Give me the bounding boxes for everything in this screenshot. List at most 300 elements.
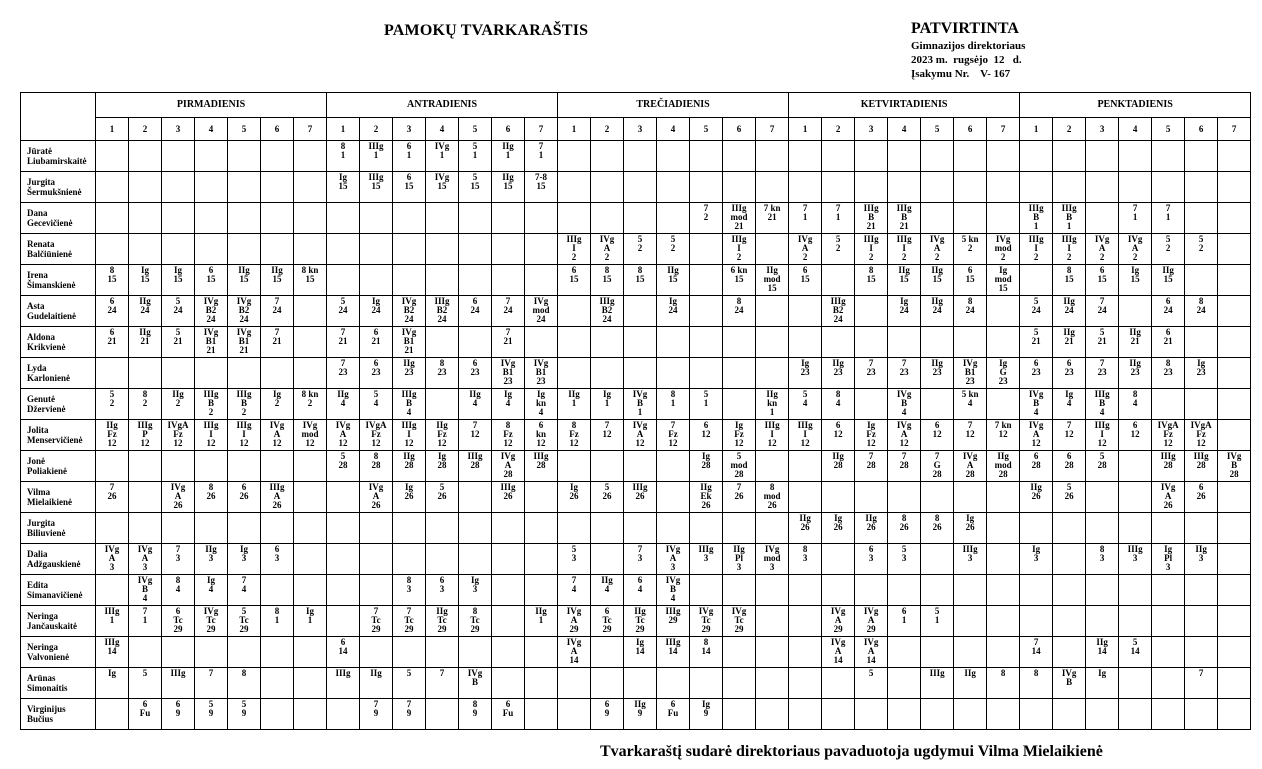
lesson-line: IIIg (1028, 234, 1044, 244)
lesson-number: 3 (162, 118, 195, 141)
day-header-row (21, 93, 1251, 118)
teacher-row (21, 234, 1251, 265)
lesson-cell (228, 141, 261, 172)
lesson-line: 12 (437, 438, 447, 448)
lesson-line: 9 (175, 708, 181, 718)
lesson-line: Ig (702, 699, 711, 709)
lesson-cell (690, 699, 723, 730)
lesson-line: Ig (900, 296, 909, 306)
lesson-cell (690, 327, 723, 358)
lesson-line: Fz (569, 429, 579, 439)
lesson-cell (954, 203, 987, 234)
lesson-number: 1 (789, 118, 822, 141)
lesson-line: 15 (932, 274, 942, 284)
lesson-line: 3 (736, 562, 742, 572)
lesson-cell (525, 420, 558, 451)
approval-block (911, 22, 1025, 81)
lesson-cell (1119, 327, 1152, 358)
lesson-cell (1152, 482, 1185, 513)
lesson-number: 7 (294, 118, 327, 141)
lesson-cell (657, 668, 690, 699)
teacher-name (21, 296, 96, 327)
lesson-line: IIg (832, 358, 844, 368)
lesson-line: IIg (139, 327, 151, 337)
lesson-line: 7 (1165, 203, 1171, 213)
lesson-cell (789, 513, 822, 544)
lesson-cell (822, 668, 855, 699)
lesson-line: IVgA (365, 420, 387, 430)
lesson-cell (1218, 668, 1251, 699)
lesson-cell (459, 265, 492, 296)
lesson-line: 1 (802, 212, 808, 222)
teacher-name-line: Poliakienė (27, 466, 67, 476)
lesson-number: 7 (525, 118, 558, 141)
lesson-cell (987, 575, 1020, 606)
lesson-cell (195, 234, 228, 265)
lesson-cell (525, 606, 558, 637)
lesson-cell (393, 637, 426, 668)
lesson-line: Ig (999, 265, 1008, 275)
lesson-cell (492, 234, 525, 265)
lesson-cell (1218, 327, 1251, 358)
lesson-line: 1 (1132, 212, 1138, 222)
lesson-line: 24 (899, 305, 909, 315)
lesson-line: IIIg (533, 451, 549, 461)
lesson-cell (459, 203, 492, 234)
lesson-line: Ig (1197, 358, 1206, 368)
lesson-line: A (603, 243, 611, 253)
lesson-line: B2 (205, 305, 217, 315)
lesson-cell (426, 544, 459, 575)
teacher-name (21, 358, 96, 389)
lesson-cell (426, 637, 459, 668)
lesson-line: IVg (566, 637, 582, 647)
lesson-cell (624, 575, 657, 606)
lesson-line: IVg (533, 358, 549, 368)
lesson-line: 6 (241, 482, 247, 492)
lesson-cell (1152, 699, 1185, 730)
lesson-line: 5 (208, 699, 214, 709)
lesson-line: IVg (896, 420, 912, 430)
lesson-cell (1152, 544, 1185, 575)
lesson-line: 26 (239, 491, 249, 501)
lesson-cell (459, 699, 492, 730)
lesson-line: mod (730, 212, 748, 222)
lesson-line: 6 (208, 265, 214, 275)
lesson-line: 8 (934, 513, 940, 523)
lesson-cell (525, 668, 558, 699)
lesson-line: 12 (932, 429, 942, 439)
lesson-line: IVg (137, 575, 153, 585)
lesson-cell (393, 451, 426, 482)
lesson-line: I (1034, 243, 1038, 253)
lesson-line: 15 (1097, 274, 1107, 284)
lesson-cell (195, 482, 228, 513)
lesson-line: 6 (274, 544, 280, 554)
teacher-name-line: Gudelaitienė (27, 311, 76, 321)
lesson-line: 2 (1000, 252, 1006, 262)
lesson-cell (162, 575, 195, 606)
lesson-line: 5 (1033, 327, 1039, 337)
lesson-line: 2 (934, 252, 940, 262)
lesson-line: B (1066, 212, 1073, 222)
lesson-line: 4 (175, 584, 181, 594)
lesson-cell (1086, 606, 1119, 637)
lesson-cell (261, 544, 294, 575)
lesson-line: I (869, 243, 873, 253)
lesson-cell (261, 606, 294, 637)
lesson-cell (1185, 234, 1218, 265)
lesson-cell (855, 141, 888, 172)
lesson-line: IIg (1129, 327, 1141, 337)
lesson-cell (1053, 699, 1086, 730)
lesson-line: 29 (437, 624, 447, 634)
lesson-line: Pl (1164, 553, 1173, 563)
lesson-line: 12 (536, 438, 546, 448)
lesson-line: 29 (569, 624, 579, 634)
lesson-cell (1020, 699, 1053, 730)
lesson-line: I (803, 429, 807, 439)
lesson-line: A (504, 460, 512, 470)
lesson-line: I (902, 243, 906, 253)
lesson-line: 6 (109, 296, 115, 306)
lesson-line: 24 (338, 305, 348, 315)
lesson-cell (789, 544, 822, 575)
lesson-line: 15 (734, 274, 744, 284)
lesson-line: IIIg (368, 172, 384, 182)
lesson-cell (690, 172, 723, 203)
lesson-line: 28 (503, 469, 513, 479)
lesson-line: 26 (701, 500, 711, 510)
lesson-line: 15 (1064, 274, 1074, 284)
lesson-line: 7 (505, 296, 511, 306)
lesson-line: 28 (404, 460, 414, 470)
lesson-line: 6 (1033, 358, 1039, 368)
lesson-cell (129, 668, 162, 699)
lesson-cell (96, 606, 129, 637)
lesson-line: A (669, 553, 677, 563)
lesson-line: 12 (1196, 438, 1206, 448)
lesson-line: 24 (1064, 305, 1074, 315)
lesson-line: 23 (1196, 367, 1206, 377)
lesson-cell (393, 327, 426, 358)
lesson-line: IVg (1226, 451, 1242, 461)
lesson-line: B2 (403, 305, 415, 315)
lesson-cell (1152, 668, 1185, 699)
lesson-cell (294, 420, 327, 451)
lesson-cell (921, 203, 954, 234)
lesson-line: 6 (538, 420, 544, 430)
teacher-name-line: Jūratė (27, 146, 52, 156)
lesson-cell (1185, 451, 1218, 482)
lesson-cell (393, 699, 426, 730)
lesson-cell (1119, 575, 1152, 606)
lesson-line: 5 (835, 234, 841, 244)
lesson-cell (789, 606, 822, 637)
lesson-cell (822, 637, 855, 668)
lesson-line: 12 (404, 438, 414, 448)
lesson-cell (294, 389, 327, 420)
lesson-cell (129, 637, 162, 668)
lesson-cell (690, 141, 723, 172)
lesson-line: IIIg (863, 234, 879, 244)
lesson-cell (459, 141, 492, 172)
lesson-line: 3 (472, 584, 478, 594)
teacher-name (21, 265, 96, 296)
lesson-cell (789, 637, 822, 668)
lesson-number: 7 (987, 118, 1020, 141)
lesson-line: 21 (107, 336, 117, 346)
lesson-cell (1152, 606, 1185, 637)
lesson-cell (624, 606, 657, 637)
lesson-cell (756, 389, 789, 420)
lesson-line: 26 (272, 500, 282, 510)
lesson-cell (558, 265, 591, 296)
lesson-line: 5 (868, 668, 874, 678)
lesson-cell (492, 482, 525, 513)
lesson-line: Ek (700, 491, 712, 501)
teacher-name-line: Edita (27, 580, 49, 590)
lesson-cell (789, 265, 822, 296)
lesson-number: 2 (591, 118, 624, 141)
lesson-line: IIIg (731, 234, 747, 244)
lesson-cell (525, 513, 558, 544)
lesson-line: 5 (439, 482, 445, 492)
teacher-name-line: Šimanskienė (27, 280, 76, 290)
lesson-line: 6 (802, 265, 808, 275)
lesson-line: 5 (142, 668, 148, 678)
lesson-line: 15 (899, 274, 909, 284)
teacher-name-line: Jolita (27, 425, 49, 435)
lesson-cell (1020, 234, 1053, 265)
teacher-name (21, 420, 96, 451)
lesson-cell (129, 575, 162, 606)
lesson-line: IIg (535, 606, 547, 616)
lesson-line: G (999, 367, 1007, 377)
lesson-line: 5 (1132, 637, 1138, 647)
lesson-cell (129, 544, 162, 575)
lesson-line: 28 (734, 469, 744, 479)
teacher-name (21, 544, 96, 575)
lesson-cell (624, 327, 657, 358)
lesson-line: 3 (274, 553, 280, 563)
lesson-line: 23 (1130, 367, 1140, 377)
lesson-cell (228, 296, 261, 327)
lesson-line: 3 (208, 553, 214, 563)
lesson-cell (228, 699, 261, 730)
lesson-line: 12 (635, 438, 645, 448)
lesson-line: 21 (899, 221, 909, 231)
lesson-line: B (471, 677, 478, 687)
lesson-line: 15 (602, 274, 612, 284)
lesson-cell (1020, 575, 1053, 606)
lesson-line: 12 (1163, 438, 1173, 448)
lesson-line: Fu (139, 708, 151, 718)
lesson-cell (657, 141, 690, 172)
lesson-cell (624, 296, 657, 327)
lesson-cell (294, 327, 327, 358)
lesson-cell (195, 389, 228, 420)
lesson-cell (954, 420, 987, 451)
lesson-line: 12 (371, 438, 381, 448)
lesson-cell (426, 699, 459, 730)
lesson-cell (459, 513, 492, 544)
lesson-cell (1185, 203, 1218, 234)
lesson-cell (723, 358, 756, 389)
lesson-line: 1 (637, 407, 643, 417)
lesson-cell (756, 296, 789, 327)
lesson-line: 1 (505, 150, 511, 160)
lesson-cell (1119, 668, 1152, 699)
teacher-row (21, 451, 1251, 482)
lesson-cell (360, 606, 393, 637)
lesson-line: 5 (241, 606, 247, 616)
lesson-cell (195, 606, 228, 637)
teacher-row (21, 544, 1251, 575)
lesson-cell (162, 234, 195, 265)
lesson-line: 2 (1033, 252, 1039, 262)
lesson-line: IIIg (1028, 203, 1044, 213)
lesson-cell (1119, 234, 1152, 265)
lesson-line: Ig (173, 265, 182, 275)
lesson-line: mod (763, 553, 781, 563)
lesson-cell (492, 327, 525, 358)
lesson-line: 15 (635, 274, 645, 284)
lesson-number: 2 (1053, 118, 1086, 141)
lesson-cell (987, 544, 1020, 575)
lesson-cell (624, 172, 657, 203)
lesson-line: IVg (1028, 420, 1044, 430)
lesson-line: 8 (340, 141, 346, 151)
lesson-line: 7 (1033, 637, 1039, 647)
lesson-line: 23 (800, 367, 810, 377)
lesson-cell (987, 296, 1020, 327)
lesson-cell (261, 389, 294, 420)
lesson-line: IVg (1160, 482, 1176, 492)
lesson-cell (855, 637, 888, 668)
lesson-line: B (1033, 212, 1040, 222)
lesson-line: 5 (1099, 327, 1105, 337)
lesson-line: A (867, 615, 875, 625)
lesson-line: 24 (173, 305, 183, 315)
lesson-cell (1218, 389, 1251, 420)
lesson-cell (855, 265, 888, 296)
lesson-line: IVg (1127, 234, 1143, 244)
lesson-line: IIg (502, 172, 514, 182)
lesson-cell (1152, 358, 1185, 389)
lesson-line: 28 (338, 460, 348, 470)
lesson-cell (426, 265, 459, 296)
lesson-line: 24 (734, 305, 744, 315)
lesson-line: 1 (406, 150, 412, 160)
lesson-cell (195, 141, 228, 172)
lesson-cell (228, 172, 261, 203)
lesson-cell (1053, 451, 1086, 482)
lesson-line: IIg (601, 575, 613, 585)
lesson-cell (327, 575, 360, 606)
lesson-line: IIg (733, 544, 745, 554)
lesson-line: 15 (866, 274, 876, 284)
teacher-row (21, 482, 1251, 513)
lesson-line: IVg (467, 668, 483, 678)
lesson-cell (327, 699, 360, 730)
lesson-cell (492, 668, 525, 699)
lesson-line: 23 (833, 367, 843, 377)
lesson-cell (327, 389, 360, 420)
lesson-line: A (570, 615, 578, 625)
lesson-line: IIg (1162, 265, 1174, 275)
lesson-line: IIIg (764, 420, 780, 430)
lesson-cell (360, 234, 393, 265)
lesson-cell (1218, 358, 1251, 389)
lesson-line: 7 (1066, 420, 1072, 430)
lesson-line: IIg (436, 420, 448, 430)
lesson-number: 2 (129, 118, 162, 141)
lesson-cell (591, 172, 624, 203)
lesson-line: 15 (206, 274, 216, 284)
lesson-line: 8 (967, 296, 973, 306)
lesson-line: 1 (571, 398, 577, 408)
lesson-line: I (1100, 429, 1104, 439)
lesson-line: IIg (700, 482, 712, 492)
lesson-cell (129, 482, 162, 513)
lesson-line: 5 (802, 389, 808, 399)
lesson-line: 8 (472, 699, 478, 709)
lesson-cell (1086, 668, 1119, 699)
lesson-cell (954, 637, 987, 668)
lesson-line: 28 (1163, 460, 1173, 470)
lesson-cell (954, 699, 987, 730)
lesson-line: 23 (1163, 367, 1173, 377)
lesson-cell (360, 296, 393, 327)
lesson-line: B1 (535, 367, 547, 377)
lesson-cell (459, 606, 492, 637)
lesson-line: IIIg (797, 420, 813, 430)
page-title: PAMOKŲ TVARKARAŠTIS (384, 22, 589, 39)
lesson-cell (261, 203, 294, 234)
lesson-line: 24 (470, 305, 480, 315)
lesson-cell (1185, 513, 1218, 544)
lesson-cell (492, 544, 525, 575)
lesson-cell (723, 699, 756, 730)
lesson-cell (888, 389, 921, 420)
lesson-cell (954, 451, 987, 482)
lesson-line: 1 (538, 150, 544, 160)
lesson-cell (855, 606, 888, 637)
lesson-cell (1152, 420, 1185, 451)
lesson-cell (96, 513, 129, 544)
lesson-cell (228, 234, 261, 265)
lesson-line: IIIg (434, 296, 450, 306)
lesson-line: 6 (571, 265, 577, 275)
lesson-cell (723, 606, 756, 637)
lesson-line: 8 (703, 637, 709, 647)
lesson-line: 8 (604, 265, 610, 275)
lesson-line: 8 (505, 420, 511, 430)
lesson-line: P (142, 429, 148, 439)
lesson-cell (1119, 699, 1152, 730)
lesson-line: 24 (668, 305, 678, 315)
teacher-row (21, 575, 1251, 606)
lesson-line: 6 (934, 420, 940, 430)
teacher-name (21, 327, 96, 358)
approval-line-2: 2023 m. rugsėjo 12 d. (911, 54, 1022, 66)
lesson-line: IIg (172, 389, 184, 399)
lesson-cell (1119, 265, 1152, 296)
lesson-cell (756, 327, 789, 358)
teacher-row (21, 203, 1251, 234)
lesson-line: 12 (173, 438, 183, 448)
